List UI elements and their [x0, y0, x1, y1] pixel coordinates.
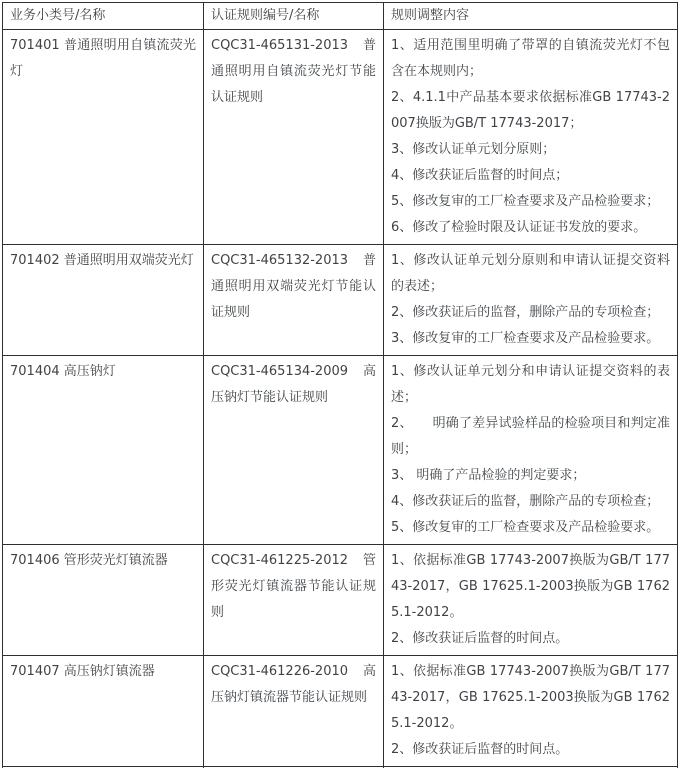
category-text: 701401 普通照明用自镇流荧光灯	[10, 38, 196, 79]
table-row-701406	[3, 545, 678, 656]
adjustment-item: 1、依据标准GB 17743-2007换版为GB/T 17743-2017，GB 17625.1-2003换版为GB 17625.1-2012。	[391, 553, 670, 620]
adjustment-item: 1、依据标准GB 17743-2007换版为GB/T 17743-2017，GB 17625.1-2003换版为GB 17625.1-2012。	[391, 664, 670, 731]
adjustments-cell	[384, 545, 678, 656]
adjustment-item: 3、修改认证单元划分原则；	[391, 142, 556, 157]
rule-cell	[204, 545, 384, 656]
rule-cell	[204, 30, 384, 245]
rule-text: CQC31-461225-2012 管形荧光灯镇流器节能认证规则	[211, 553, 376, 620]
adjustment-item: 4、修改获证后的监督，删除产品的专项检查；	[391, 494, 660, 509]
rule-text: CQC31-465132-2013 普通照明用双端荧光灯节能认证规则	[211, 253, 376, 320]
adjustments-cell	[384, 30, 678, 245]
adjustment-item: 2、 明确了差异试验样品的检验项目和判定准则；	[391, 416, 670, 457]
header-cell-rule: 认证规则编号/名称	[204, 3, 384, 30]
category-cell	[3, 356, 204, 545]
certification-rules-table	[2, 2, 678, 768]
rule-cell	[204, 356, 384, 545]
category-cell	[3, 656, 204, 767]
category-text: 701406 管形荧光灯镇流器	[10, 553, 168, 568]
table-row-701407	[3, 656, 678, 767]
category-text: 701407 高压钠灯镇流器	[10, 664, 155, 679]
adjustment-item: 1、适用范围里明确了带罩的自镇流荧光灯不包含在本规则内；	[391, 38, 670, 79]
adjustment-item: 3、 明确了产品检验的判定要求；	[391, 468, 586, 483]
header-cell-category: 业务小类号/名称	[3, 3, 204, 30]
rule-cell	[204, 245, 384, 356]
adjustment-item: 1、修改认证单元划分原则和申请认证提交资料的表述；	[391, 253, 670, 294]
rule-text: CQC31-461226-2010 高压钠灯镇流器节能认证规则	[211, 664, 376, 705]
adjustment-item: 3、修改复审的工厂检查要求及产品检验要求。	[391, 331, 660, 346]
adjustment-item: 4、修改获证后监督的时间点；	[391, 168, 569, 183]
category-text: 701404 高压钠灯	[10, 364, 116, 379]
header-cell-adjustments: 规则调整内容	[384, 3, 678, 30]
rule-cell	[204, 656, 384, 767]
category-cell	[3, 545, 204, 656]
adjustment-item: 6、修改了检验时限及认证证书发放的要求。	[391, 220, 647, 235]
adjustment-item: 5、修改复审的工厂检查要求及产品检验要求；	[391, 194, 660, 209]
adjustments-cell	[384, 656, 678, 767]
table-row-701402	[3, 245, 678, 356]
adjustments-cell	[384, 245, 678, 356]
adjustment-item: 2、修改获证后监督的时间点。	[391, 631, 569, 646]
header-row	[3, 3, 678, 30]
adjustment-item: 2、修改获证后的监督，删除产品的专项检查；	[391, 305, 660, 320]
category-text: 701402 普通照明用双端荧光灯	[10, 253, 194, 268]
adjustment-item: 2、修改获证后监督的时间点。	[391, 742, 569, 757]
table-row-701401	[3, 30, 678, 245]
category-cell	[3, 30, 204, 245]
rule-text: CQC31-465134-2009 高压钠灯节能认证规则	[211, 364, 376, 405]
table-row-701404	[3, 356, 678, 545]
adjustment-item: 1、修改认证单元划分和申请认证提交资料的表述；	[391, 364, 670, 405]
adjustments-cell	[384, 356, 678, 545]
adjustment-item: 5、修改复审的工厂检查要求及产品检验要求。	[391, 520, 660, 535]
category-cell	[3, 245, 204, 356]
adjustment-item: 2、4.1.1中产品基本要求依据标准GB 17743-2007换版为GB/T 17743-2017；	[391, 90, 670, 131]
rule-text: CQC31-465131-2013 普通照明用自镇流荧光灯节能认证规则	[211, 38, 376, 105]
